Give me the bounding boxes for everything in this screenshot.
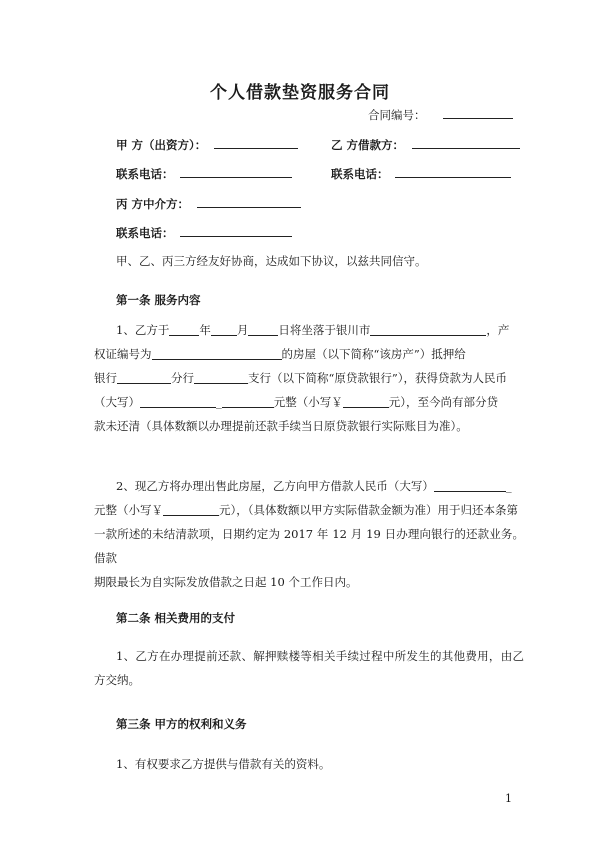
text-segment: 年 bbox=[199, 323, 211, 337]
party-a-label: 甲 方（出资方）： bbox=[116, 138, 207, 152]
party-c-phone-label: 联系电话： bbox=[116, 226, 174, 240]
text-segment: _ bbox=[216, 395, 222, 409]
article-1-heading: 第一条 服务内容 bbox=[116, 293, 201, 307]
text-segment: 期限最长为自实际发放借款之日起 10 个工作日内。 bbox=[94, 575, 358, 589]
text-segment: 元整（小写￥ bbox=[94, 503, 163, 517]
contract-number-row bbox=[368, 106, 513, 123]
blank-amount-figures bbox=[343, 394, 389, 408]
blank-year bbox=[169, 322, 199, 336]
party-b-phone-blank bbox=[395, 165, 511, 178]
article-2-heading: 第二条 相关费用的支付 bbox=[116, 611, 236, 625]
text-segment: 1、乙方于 bbox=[116, 323, 170, 337]
text-segment: 一款所述的未结清款项，日期约定为 2017 年 12 月 19 日办理向银行的还款业务。借款 bbox=[94, 527, 524, 565]
blank-loan-amount-figures bbox=[163, 502, 219, 516]
text-segment: 日将坐落于银川市 bbox=[278, 323, 371, 337]
text-segment: 元整（小写￥ bbox=[273, 395, 343, 409]
blank-certificate-number bbox=[152, 346, 282, 360]
text-segment: ，产 bbox=[486, 323, 510, 337]
article-3-paragraph-1 bbox=[94, 752, 524, 776]
party-a-blank bbox=[214, 136, 298, 149]
blank-amount-words bbox=[140, 394, 216, 408]
party-b-phone-row bbox=[331, 165, 511, 182]
party-c-label: 丙 方中介方： bbox=[116, 197, 190, 211]
blank-bank bbox=[117, 370, 171, 384]
text-segment: 的房屋（以下简称“该房产”）抵押给 bbox=[281, 347, 466, 361]
blank-loan-amount-words bbox=[434, 478, 506, 492]
party-c-row bbox=[116, 195, 301, 212]
text-segment: 款未还清（具体数额以办理提前还款手续当日原贷款银行实际账目为准）。 bbox=[94, 419, 468, 433]
text-segment: 月 bbox=[236, 323, 249, 337]
intro-text: 甲、乙、丙三方经友好协商，达成如下协议，以兹共同信守。 bbox=[116, 254, 427, 268]
party-b-label: 乙 方借款方： bbox=[331, 138, 405, 152]
article-1-paragraph-2 bbox=[94, 474, 524, 594]
contract-title: 个人借款垫资服务合同 bbox=[210, 83, 390, 103]
text-segment: 银行 bbox=[94, 371, 117, 385]
text-segment: 2、现乙方将办理出售此房屋，乙方向甲方借款人民币（大写） bbox=[116, 479, 434, 493]
text-segment: 分行 bbox=[171, 371, 194, 385]
page-number: 1 bbox=[505, 792, 512, 805]
contract-number-label: 合同编号： bbox=[368, 108, 426, 122]
article-3-heading: 第三条 甲方的权利和义务 bbox=[116, 717, 247, 731]
text-segment: （大写） bbox=[94, 395, 140, 409]
text-segment: 1、有权要求乙方提供与借款有关的资料。 bbox=[116, 757, 331, 771]
blank-address bbox=[370, 322, 486, 336]
article-1-paragraph-1 bbox=[94, 318, 524, 438]
blank-month bbox=[211, 322, 237, 336]
text-segment: 元），（具体数额以甲方实际借款金额为准）用于归还本条第 bbox=[219, 503, 518, 517]
text-segment: 1、乙方在办理提前还款、解押赎楼等相关手续过程中所发生的其他费用，由乙方交纳。 bbox=[94, 649, 524, 687]
blank-amount-words-2 bbox=[222, 394, 274, 408]
party-b-phone-label: 联系电话： bbox=[331, 167, 389, 181]
party-b-blank bbox=[412, 136, 520, 149]
party-a-row bbox=[116, 136, 298, 153]
contract-number-blank bbox=[443, 106, 513, 119]
blank-day bbox=[248, 322, 278, 336]
text-segment: 元），至今尚有部分贷 bbox=[388, 395, 498, 409]
article-2-paragraph-1 bbox=[94, 644, 524, 692]
text-segment: _ bbox=[505, 479, 512, 493]
text-segment: 支行（以下简称“原贷款银行”），获得贷款为人民币 bbox=[248, 371, 508, 385]
party-c-phone-row bbox=[116, 224, 292, 241]
text-segment: 权证编号为 bbox=[94, 347, 152, 361]
blank-branch bbox=[194, 370, 248, 384]
party-c-phone-blank bbox=[180, 224, 292, 237]
party-a-phone-blank bbox=[180, 165, 292, 178]
party-a-phone-row bbox=[116, 165, 292, 182]
party-b-row bbox=[331, 136, 520, 153]
party-c-blank bbox=[197, 195, 301, 208]
party-a-phone-label: 联系电话： bbox=[116, 167, 174, 181]
